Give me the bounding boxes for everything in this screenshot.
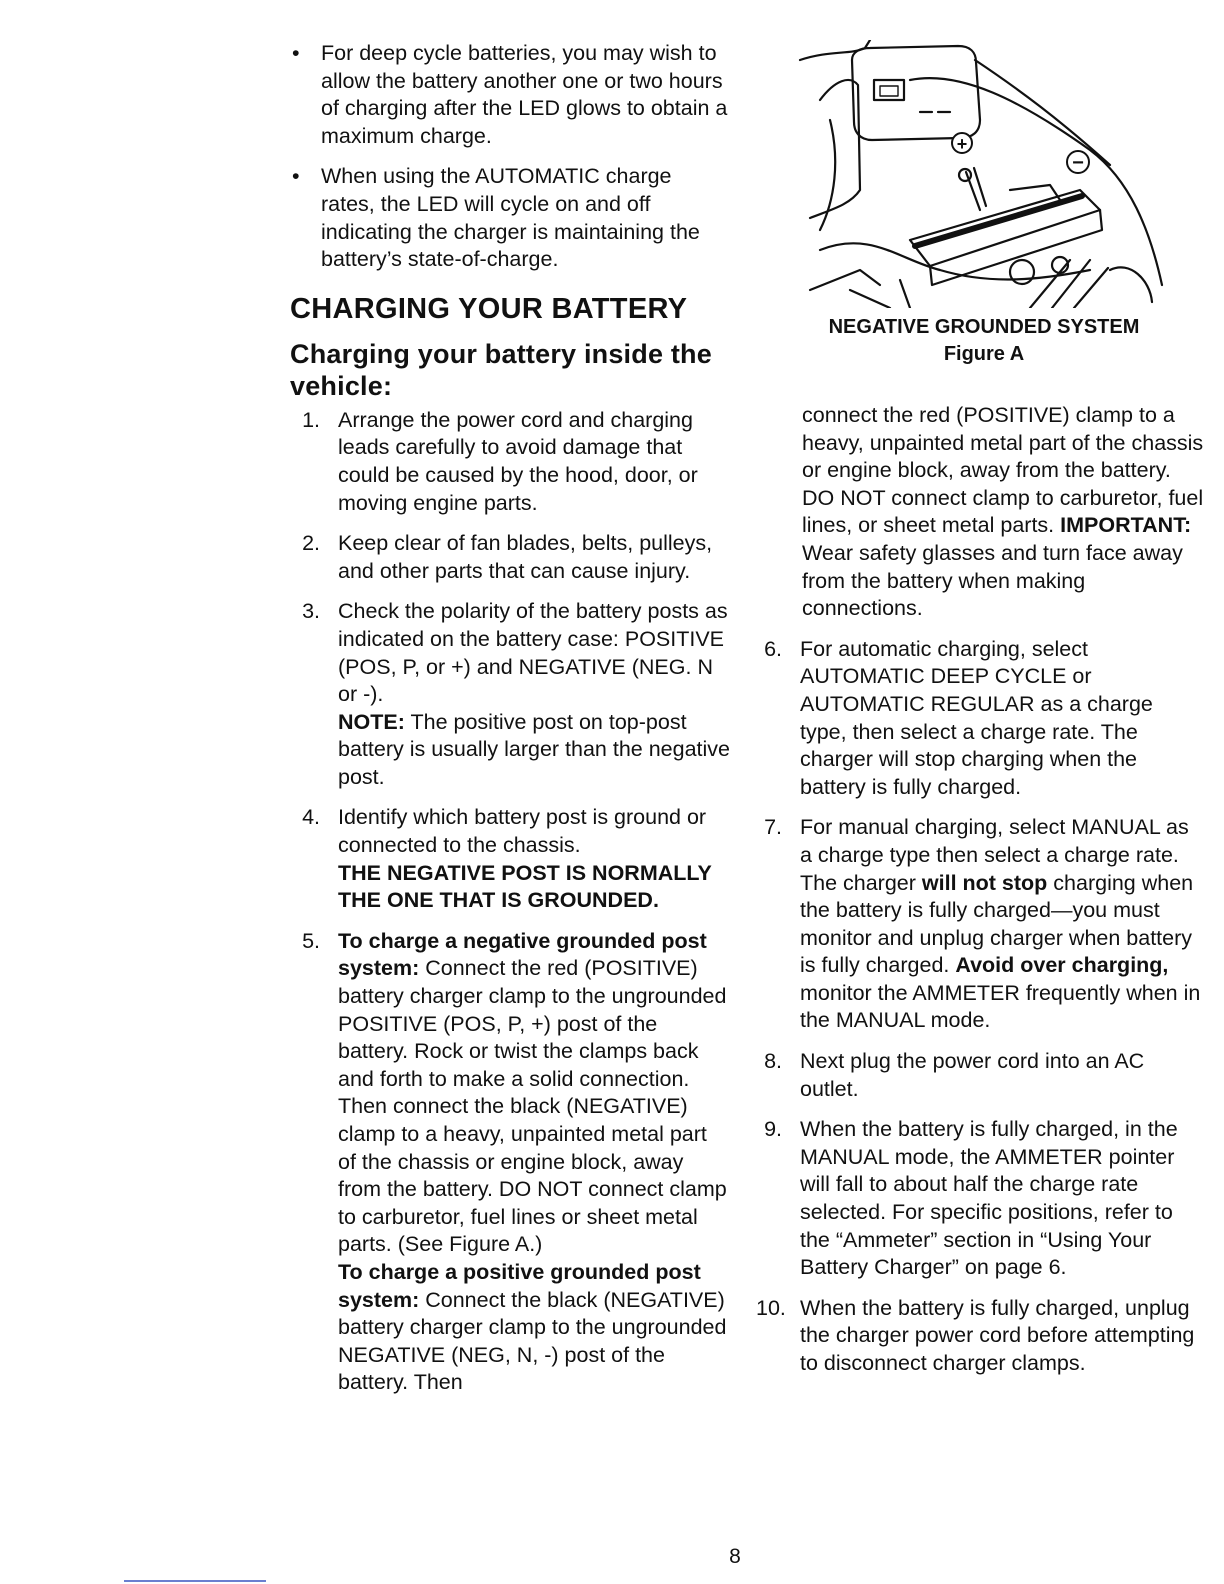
step-7-text-a: For manual charging, select MANUAL as a charge type then select a charge rate. The charger xyxy=(800,815,1189,895)
step-number: 10. xyxy=(756,1295,786,1320)
positive-ground-lead: To charge a positive grounded post system: xyxy=(338,1259,701,1312)
step-7-text-b: charging when the battery is fully charged—you must monitor and unplug charger when battery is fully charged. xyxy=(800,870,1194,978)
step-7-bold-a: will not stop xyxy=(921,870,1048,895)
step-number: 5. xyxy=(302,928,320,953)
step-text: Arrange the power cord and charging leads carefully to avoid damage that could be caused by the hood, door, or moving engine parts. xyxy=(338,407,698,515)
step-7 xyxy=(764,814,1204,1035)
step-text xyxy=(338,804,730,914)
step-text: When the battery is fully charged, in the MANUAL mode, the AMMETER pointer will fall to about half the charge rate selected. For specific positions, refer to the “Ammeter” section in “Using Your Battery Charger” on page 6. xyxy=(800,1117,1178,1280)
step-number: 4. xyxy=(302,805,320,830)
step-number: 2. xyxy=(302,531,320,556)
step-text-main: Identify which battery post is ground or connected to the chassis. xyxy=(338,805,707,858)
step-text xyxy=(338,598,730,791)
important-label: IMPORTANT: xyxy=(1060,513,1192,538)
step-text: Keep clear of fan blades, belts, pulleys, and other parts that can cause injury. xyxy=(338,531,713,583)
step-number: 9. xyxy=(764,1117,782,1142)
step-text-main: Check the polarity of the battery posts as indicated on the battery case: POSITIVE (POS, P, or +) and NEGATIVE (NEG. N or -). xyxy=(338,599,728,707)
step-10 xyxy=(756,1295,1204,1378)
note-text: The positive post on top-post battery is usually larger than the negative post. xyxy=(338,709,731,789)
step-2 xyxy=(290,530,730,585)
step-text xyxy=(800,814,1204,1035)
figure-caption-title: NEGATIVE GROUNDED SYSTEM xyxy=(828,316,1140,338)
step-8 xyxy=(764,1048,1204,1103)
negative-label: − xyxy=(1072,152,1084,174)
step-text xyxy=(338,928,730,1397)
positive-ground-text: Connect the black (NEGATIVE) battery charger clamp to the ungrounded NEGATIVE (NEG, N, -) post of the battery. Then xyxy=(338,1287,727,1395)
step-7-text-c: monitor the AMMETER frequently when in the MANUAL mode. xyxy=(800,980,1201,1033)
step-5 xyxy=(290,928,730,1397)
step-5-continuation xyxy=(764,402,1204,623)
step-number: 8. xyxy=(764,1049,782,1074)
figure-a-illustration xyxy=(790,40,1190,308)
figure-caption-label: Figure A xyxy=(943,343,1025,365)
continuation-text: connect the red (POSITIVE) clamp to a heavy, unpainted metal part of the chassis or engine block, away from the battery. DO NOT connect clamp to carburetor, fuel lines, or sheet metal parts. xyxy=(802,403,1204,538)
page-number: 8 xyxy=(729,1545,741,1568)
bullet-deep-cycle: • For deep cycle batteries, you may wish to allow the battery another one or two hours of charging after the LED glows to obtain a maximum charge. xyxy=(290,40,730,150)
figure-caption xyxy=(764,314,1204,368)
negative-ground-text: Connect the red (POSITIVE) battery charger clamp to the ungrounded POSITIVE (POS, P, +) post of the battery. Rock or twist the clamps back and forth to make a solid connection. Then connect the black (NEGATIVE) clamp to a heavy, unpainted metal part of the chassis or engine block, away from the battery. DO NOT connect clamp to carburetor, fuel lines or sheet metal parts. (See Figure A.) xyxy=(338,956,727,1257)
section-heading: CHARGING YOUR BATTERY xyxy=(290,292,688,325)
positive-label: + xyxy=(956,134,968,154)
step-text: When the battery is fully charged, unplug the charger power cord before attempting to disconnect charger clamps. xyxy=(800,1295,1195,1375)
note-label: NOTE: xyxy=(338,709,405,734)
step-text: For automatic charging, select AUTOMATIC DEEP CYCLE or AUTOMATIC REGULAR as a charge type, then select a charge rate. The charger will stop charging when the battery is fully charged. xyxy=(800,636,1153,799)
step-1 xyxy=(290,407,730,517)
important-text: Wear safety glasses and turn face away from the battery when making connections. xyxy=(802,540,1183,621)
battery-connection-drawing xyxy=(790,40,1190,308)
right-column xyxy=(756,40,1204,1391)
negative-ground-lead: To charge a negative grounded post system: xyxy=(338,928,707,981)
step-number: 7. xyxy=(764,815,782,840)
section-subheading: Charging your battery inside the vehicle: xyxy=(290,338,712,401)
step-text: Next plug the power cord into an AC outlet. xyxy=(800,1049,1145,1101)
left-column xyxy=(290,40,730,1410)
step-7-bold-b: Avoid over charging, xyxy=(955,953,1169,978)
step-number: 3. xyxy=(302,599,320,624)
step-4 xyxy=(290,804,730,914)
warning-text: THE NEGATIVE POST IS NORMALLY THE ONE THAT IS GROUNDED. xyxy=(338,860,712,913)
step-6 xyxy=(764,636,1204,802)
bullet-automatic-rates: • When using the AUTOMATIC charge rates, the LED will cycle on and off indicating the charger is maintaining the battery’s state-of-charge. xyxy=(290,163,730,273)
bottom-rule xyxy=(124,1580,266,1582)
step-number: 1. xyxy=(302,407,320,432)
step-number: 6. xyxy=(764,636,782,661)
step-3 xyxy=(290,598,730,791)
step-9 xyxy=(764,1116,1204,1282)
